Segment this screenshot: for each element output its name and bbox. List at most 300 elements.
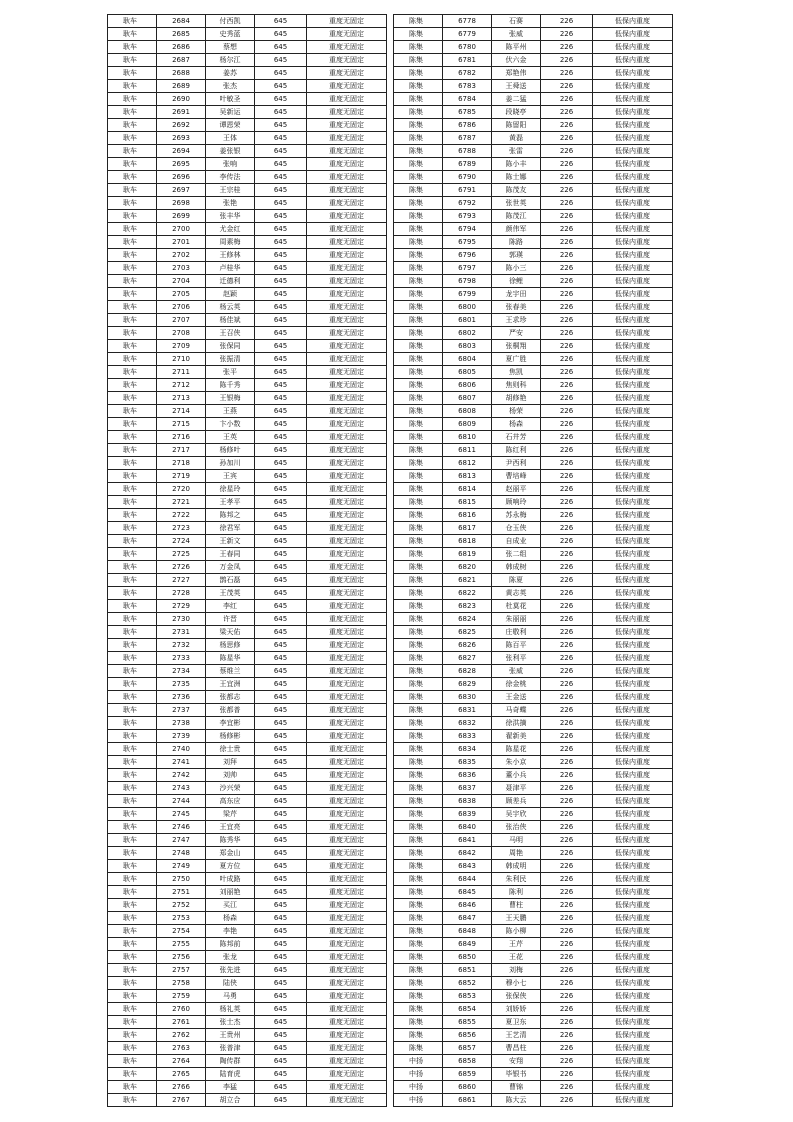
amount-cell: 226	[541, 15, 593, 28]
serial-number-cell: 2749	[157, 860, 206, 873]
amount-cell: 226	[541, 158, 593, 171]
town-cell: 耿车	[108, 483, 157, 496]
amount-cell: 645	[255, 834, 307, 847]
town-cell: 陈集	[394, 548, 443, 561]
table-row	[108, 275, 387, 288]
town-cell: 耿车	[108, 158, 157, 171]
town-cell: 耿车	[108, 1055, 157, 1068]
person-name-cell: 陈茂友	[492, 184, 541, 197]
person-name-cell: 夏方位	[206, 860, 255, 873]
amount-cell: 645	[255, 665, 307, 678]
amount-cell: 226	[541, 652, 593, 665]
category-cell: 低保内重度	[593, 847, 673, 860]
category-cell: 重度无固定	[307, 1081, 387, 1094]
ledger-body-right	[394, 15, 673, 1107]
town-cell: 陈集	[394, 444, 443, 457]
table-row	[108, 119, 387, 132]
category-cell: 低保内重度	[593, 613, 673, 626]
table-row	[394, 678, 673, 691]
person-name-cell: 穆小七	[492, 977, 541, 990]
amount-cell: 645	[255, 886, 307, 899]
town-cell: 耿车	[108, 184, 157, 197]
table-row	[394, 1081, 673, 1094]
person-name-cell: 安翔	[492, 1055, 541, 1068]
table-row	[394, 314, 673, 327]
person-name-cell: 蔡想	[206, 41, 255, 54]
table-row	[394, 158, 673, 171]
category-cell: 重度无固定	[307, 691, 387, 704]
person-name-cell: 陈秀华	[206, 834, 255, 847]
amount-cell: 226	[541, 821, 593, 834]
person-name-cell: 鹊石磊	[206, 574, 255, 587]
town-cell: 陈集	[394, 275, 443, 288]
table-row	[108, 262, 387, 275]
table-row	[394, 353, 673, 366]
amount-cell: 645	[255, 977, 307, 990]
category-cell: 重度无固定	[307, 535, 387, 548]
person-name-cell: 杨礼英	[206, 1003, 255, 1016]
amount-cell: 645	[255, 873, 307, 886]
table-row	[394, 1042, 673, 1055]
town-cell: 陈集	[394, 496, 443, 509]
table-row	[108, 522, 387, 535]
table-row	[108, 665, 387, 678]
town-cell: 陈集	[394, 808, 443, 821]
person-name-cell: 买江	[206, 899, 255, 912]
category-cell: 低保内重度	[593, 652, 673, 665]
town-cell: 耿车	[108, 171, 157, 184]
table-row	[108, 132, 387, 145]
amount-cell: 226	[541, 431, 593, 444]
person-name-cell: 沙兴荣	[206, 782, 255, 795]
serial-number-cell: 6833	[443, 730, 492, 743]
category-cell: 重度无固定	[307, 197, 387, 210]
category-cell: 低保内重度	[593, 977, 673, 990]
amount-cell: 226	[541, 639, 593, 652]
category-cell: 低保内重度	[593, 873, 673, 886]
category-cell: 低保内重度	[593, 561, 673, 574]
person-name-cell: 张世英	[492, 197, 541, 210]
town-cell: 耿车	[108, 522, 157, 535]
category-cell: 重度无固定	[307, 860, 387, 873]
town-cell: 耿车	[108, 756, 157, 769]
table-row	[394, 483, 673, 496]
person-name-cell: 韩成明	[492, 860, 541, 873]
category-cell: 低保内重度	[593, 67, 673, 80]
category-cell: 低保内重度	[593, 119, 673, 132]
amount-cell: 226	[541, 613, 593, 626]
town-cell: 陈集	[394, 730, 443, 743]
category-cell: 重度无固定	[307, 509, 387, 522]
category-cell: 低保内重度	[593, 951, 673, 964]
person-name-cell: 姜张银	[206, 145, 255, 158]
table-row	[108, 54, 387, 67]
amount-cell: 226	[541, 574, 593, 587]
person-name-cell: 陈路	[492, 236, 541, 249]
amount-cell: 226	[541, 834, 593, 847]
amount-cell: 645	[255, 418, 307, 431]
serial-number-cell: 2686	[157, 41, 206, 54]
amount-cell: 645	[255, 353, 307, 366]
table-row	[108, 938, 387, 951]
serial-number-cell: 6798	[443, 275, 492, 288]
town-cell: 耿车	[108, 431, 157, 444]
category-cell: 重度无固定	[307, 327, 387, 340]
amount-cell: 645	[255, 15, 307, 28]
amount-cell: 226	[541, 899, 593, 912]
serial-number-cell: 6824	[443, 613, 492, 626]
person-name-cell: 姜苏	[206, 67, 255, 80]
person-name-cell: 迁德利	[206, 275, 255, 288]
table-row	[394, 717, 673, 730]
town-cell: 耿车	[108, 236, 157, 249]
person-name-cell: 颜伟军	[492, 223, 541, 236]
town-cell: 陈集	[394, 535, 443, 548]
amount-cell: 226	[541, 470, 593, 483]
amount-cell: 226	[541, 1029, 593, 1042]
serial-number-cell: 2722	[157, 509, 206, 522]
town-cell: 耿车	[108, 67, 157, 80]
town-cell: 陈集	[394, 249, 443, 262]
table-row	[108, 197, 387, 210]
amount-cell: 645	[255, 119, 307, 132]
person-name-cell: 严安	[492, 327, 541, 340]
amount-cell: 226	[541, 483, 593, 496]
town-cell: 耿车	[108, 808, 157, 821]
person-name-cell: 王修林	[206, 249, 255, 262]
amount-cell: 226	[541, 288, 593, 301]
amount-cell: 645	[255, 691, 307, 704]
category-cell: 低保内重度	[593, 1016, 673, 1029]
town-cell: 耿车	[108, 262, 157, 275]
serial-number-cell: 6796	[443, 249, 492, 262]
amount-cell: 645	[255, 249, 307, 262]
ledger-table-right	[393, 14, 673, 1107]
town-cell: 耿车	[108, 210, 157, 223]
amount-cell: 645	[255, 262, 307, 275]
category-cell: 重度无固定	[307, 444, 387, 457]
amount-cell: 645	[255, 483, 307, 496]
table-row	[394, 990, 673, 1003]
category-cell: 重度无固定	[307, 639, 387, 652]
serial-number-cell: 2726	[157, 561, 206, 574]
town-cell: 耿车	[108, 613, 157, 626]
amount-cell: 226	[541, 626, 593, 639]
serial-number-cell: 6810	[443, 431, 492, 444]
table-row	[108, 301, 387, 314]
serial-number-cell: 2711	[157, 366, 206, 379]
person-name-cell: 叶敏圣	[206, 93, 255, 106]
serial-number-cell: 6838	[443, 795, 492, 808]
category-cell: 低保内重度	[593, 431, 673, 444]
town-cell: 耿车	[108, 392, 157, 405]
amount-cell: 226	[541, 977, 593, 990]
category-cell: 重度无固定	[307, 340, 387, 353]
table-row	[108, 431, 387, 444]
table-row	[108, 1081, 387, 1094]
serial-number-cell: 6814	[443, 483, 492, 496]
serial-number-cell: 6792	[443, 197, 492, 210]
category-cell: 低保内重度	[593, 93, 673, 106]
category-cell: 重度无固定	[307, 275, 387, 288]
category-cell: 低保内重度	[593, 1003, 673, 1016]
amount-cell: 645	[255, 847, 307, 860]
table-row	[394, 600, 673, 613]
person-name-cell: 曹锦	[492, 1081, 541, 1094]
person-name-cell: 顾响玲	[492, 496, 541, 509]
town-cell: 陈集	[394, 41, 443, 54]
amount-cell: 226	[541, 717, 593, 730]
amount-cell: 645	[255, 1055, 307, 1068]
serial-number-cell: 2746	[157, 821, 206, 834]
town-cell: 陈集	[394, 262, 443, 275]
amount-cell: 645	[255, 106, 307, 119]
person-name-cell: 王春同	[206, 548, 255, 561]
serial-number-cell: 6842	[443, 847, 492, 860]
serial-number-cell: 2696	[157, 171, 206, 184]
town-cell: 陈集	[394, 418, 443, 431]
town-cell: 耿车	[108, 54, 157, 67]
person-name-cell: 刘拜	[206, 756, 255, 769]
town-cell: 耿车	[108, 444, 157, 457]
category-cell: 低保内重度	[593, 1068, 673, 1081]
amount-cell: 645	[255, 535, 307, 548]
table-row	[108, 106, 387, 119]
person-name-cell: 胡修艳	[492, 392, 541, 405]
serial-number-cell: 2761	[157, 1016, 206, 1029]
category-cell: 低保内重度	[593, 730, 673, 743]
town-cell: 陈集	[394, 210, 443, 223]
person-name-cell: 马奇蝶	[492, 704, 541, 717]
amount-cell: 226	[541, 808, 593, 821]
person-name-cell: 张利平	[492, 652, 541, 665]
category-cell: 低保内重度	[593, 236, 673, 249]
amount-cell: 226	[541, 314, 593, 327]
amount-cell: 226	[541, 561, 593, 574]
town-cell: 耿车	[108, 886, 157, 899]
town-cell: 陈集	[394, 665, 443, 678]
person-name-cell: 黄志英	[492, 587, 541, 600]
town-cell: 陈集	[394, 847, 443, 860]
town-cell: 耿车	[108, 964, 157, 977]
category-cell: 重度无固定	[307, 743, 387, 756]
serial-number-cell: 2703	[157, 262, 206, 275]
amount-cell: 645	[255, 769, 307, 782]
person-name-cell: 王金送	[492, 691, 541, 704]
town-cell: 陈集	[394, 15, 443, 28]
person-name-cell: 杨佳斌	[206, 314, 255, 327]
category-cell: 低保内重度	[593, 509, 673, 522]
serial-number-cell: 6836	[443, 769, 492, 782]
town-cell: 陈集	[394, 951, 443, 964]
serial-number-cell: 2713	[157, 392, 206, 405]
serial-number-cell: 2716	[157, 431, 206, 444]
table-row	[394, 782, 673, 795]
town-cell: 陈集	[394, 327, 443, 340]
category-cell: 低保内重度	[593, 327, 673, 340]
category-cell: 重度无固定	[307, 431, 387, 444]
category-cell: 重度无固定	[307, 418, 387, 431]
category-cell: 低保内重度	[593, 912, 673, 925]
category-cell: 低保内重度	[593, 535, 673, 548]
table-row	[394, 41, 673, 54]
town-cell: 陈集	[394, 899, 443, 912]
table-row	[394, 15, 673, 28]
person-name-cell: 张丰华	[206, 210, 255, 223]
person-name-cell: 赵颖	[206, 288, 255, 301]
category-cell: 重度无固定	[307, 600, 387, 613]
amount-cell: 226	[541, 327, 593, 340]
town-cell: 陈集	[394, 301, 443, 314]
table-row	[394, 626, 673, 639]
table-row	[394, 223, 673, 236]
town-cell: 陈集	[394, 925, 443, 938]
serial-number-cell: 6856	[443, 1029, 492, 1042]
person-name-cell: 曹昌柱	[492, 1042, 541, 1055]
town-cell: 耿车	[108, 1029, 157, 1042]
town-cell: 陈集	[394, 93, 443, 106]
category-cell: 低保内重度	[593, 301, 673, 314]
person-name-cell: 段晓亭	[492, 106, 541, 119]
serial-number-cell: 2724	[157, 535, 206, 548]
person-name-cell: 刘帅	[206, 769, 255, 782]
town-cell: 耿车	[108, 925, 157, 938]
serial-number-cell: 2688	[157, 67, 206, 80]
person-name-cell: 王新文	[206, 535, 255, 548]
amount-cell: 226	[541, 275, 593, 288]
amount-cell: 226	[541, 1081, 593, 1094]
person-name-cell: 徐士贵	[206, 743, 255, 756]
table-row	[108, 236, 387, 249]
person-name-cell: 陈利	[492, 886, 541, 899]
category-cell: 重度无固定	[307, 821, 387, 834]
person-name-cell: 徐洪摘	[492, 717, 541, 730]
amount-cell: 226	[541, 236, 593, 249]
town-cell: 陈集	[394, 197, 443, 210]
table-row	[394, 847, 673, 860]
serial-number-cell: 6787	[443, 132, 492, 145]
person-name-cell: 卢桂华	[206, 262, 255, 275]
amount-cell: 226	[541, 223, 593, 236]
town-cell: 耿车	[108, 327, 157, 340]
table-row	[394, 704, 673, 717]
category-cell: 重度无固定	[307, 15, 387, 28]
person-name-cell: 马勇	[206, 990, 255, 1003]
serial-number-cell: 6825	[443, 626, 492, 639]
amount-cell: 645	[255, 639, 307, 652]
table-row	[394, 1016, 673, 1029]
serial-number-cell: 2740	[157, 743, 206, 756]
category-cell: 低保内重度	[593, 756, 673, 769]
category-cell: 重度无固定	[307, 808, 387, 821]
person-name-cell: 王英	[206, 431, 255, 444]
category-cell: 低保内重度	[593, 223, 673, 236]
serial-number-cell: 6819	[443, 548, 492, 561]
category-cell: 低保内重度	[593, 964, 673, 977]
amount-cell: 645	[255, 431, 307, 444]
amount-cell: 226	[541, 600, 593, 613]
person-name-cell: 杨尔江	[206, 54, 255, 67]
amount-cell: 645	[255, 548, 307, 561]
category-cell: 重度无固定	[307, 977, 387, 990]
category-cell: 重度无固定	[307, 847, 387, 860]
town-cell: 陈集	[394, 158, 443, 171]
town-cell: 陈集	[394, 470, 443, 483]
serial-number-cell: 6808	[443, 405, 492, 418]
serial-number-cell: 2699	[157, 210, 206, 223]
amount-cell: 645	[255, 496, 307, 509]
amount-cell: 645	[255, 717, 307, 730]
town-cell: 陈集	[394, 431, 443, 444]
town-cell: 耿车	[108, 951, 157, 964]
table-row	[394, 522, 673, 535]
person-name-cell: 付西凯	[206, 15, 255, 28]
category-cell: 重度无固定	[307, 392, 387, 405]
person-name-cell: 陈小柳	[492, 925, 541, 938]
category-cell: 重度无固定	[307, 1055, 387, 1068]
amount-cell: 226	[541, 795, 593, 808]
serial-number-cell: 6797	[443, 262, 492, 275]
amount-cell: 226	[541, 41, 593, 54]
town-cell: 中扬	[394, 1081, 443, 1094]
serial-number-cell: 2708	[157, 327, 206, 340]
table-row	[394, 548, 673, 561]
table-row	[108, 704, 387, 717]
category-cell: 低保内重度	[593, 522, 673, 535]
category-cell: 重度无固定	[307, 964, 387, 977]
category-cell: 低保内重度	[593, 717, 673, 730]
table-row	[108, 145, 387, 158]
person-name-cell: 尤金红	[206, 223, 255, 236]
person-name-cell: 王求珍	[492, 314, 541, 327]
person-name-cell: 张桐翔	[492, 340, 541, 353]
serial-number-cell: 2712	[157, 379, 206, 392]
person-name-cell: 张都志	[206, 691, 255, 704]
serial-number-cell: 2702	[157, 249, 206, 262]
town-cell: 陈集	[394, 132, 443, 145]
serial-number-cell: 6828	[443, 665, 492, 678]
serial-number-cell: 6813	[443, 470, 492, 483]
table-row	[108, 860, 387, 873]
person-name-cell: 陈留阳	[492, 119, 541, 132]
person-name-cell: 杨森	[492, 418, 541, 431]
amount-cell: 226	[541, 171, 593, 184]
amount-cell: 226	[541, 756, 593, 769]
table-row	[108, 158, 387, 171]
person-name-cell: 王宗桂	[206, 184, 255, 197]
category-cell: 重度无固定	[307, 574, 387, 587]
category-cell: 重度无固定	[307, 470, 387, 483]
serial-number-cell: 2767	[157, 1094, 206, 1107]
table-row	[394, 119, 673, 132]
table-row	[394, 392, 673, 405]
category-cell: 低保内重度	[593, 197, 673, 210]
town-cell: 陈集	[394, 834, 443, 847]
town-cell: 耿车	[108, 574, 157, 587]
amount-cell: 645	[255, 821, 307, 834]
amount-cell: 645	[255, 1068, 307, 1081]
category-cell: 低保内重度	[593, 340, 673, 353]
serial-number-cell: 2752	[157, 899, 206, 912]
serial-number-cell: 6785	[443, 106, 492, 119]
table-row	[394, 1055, 673, 1068]
amount-cell: 645	[255, 392, 307, 405]
amount-cell: 226	[541, 1042, 593, 1055]
table-row	[108, 613, 387, 626]
amount-cell: 645	[255, 509, 307, 522]
person-name-cell: 李宜彬	[206, 717, 255, 730]
person-name-cell: 石赛	[492, 15, 541, 28]
